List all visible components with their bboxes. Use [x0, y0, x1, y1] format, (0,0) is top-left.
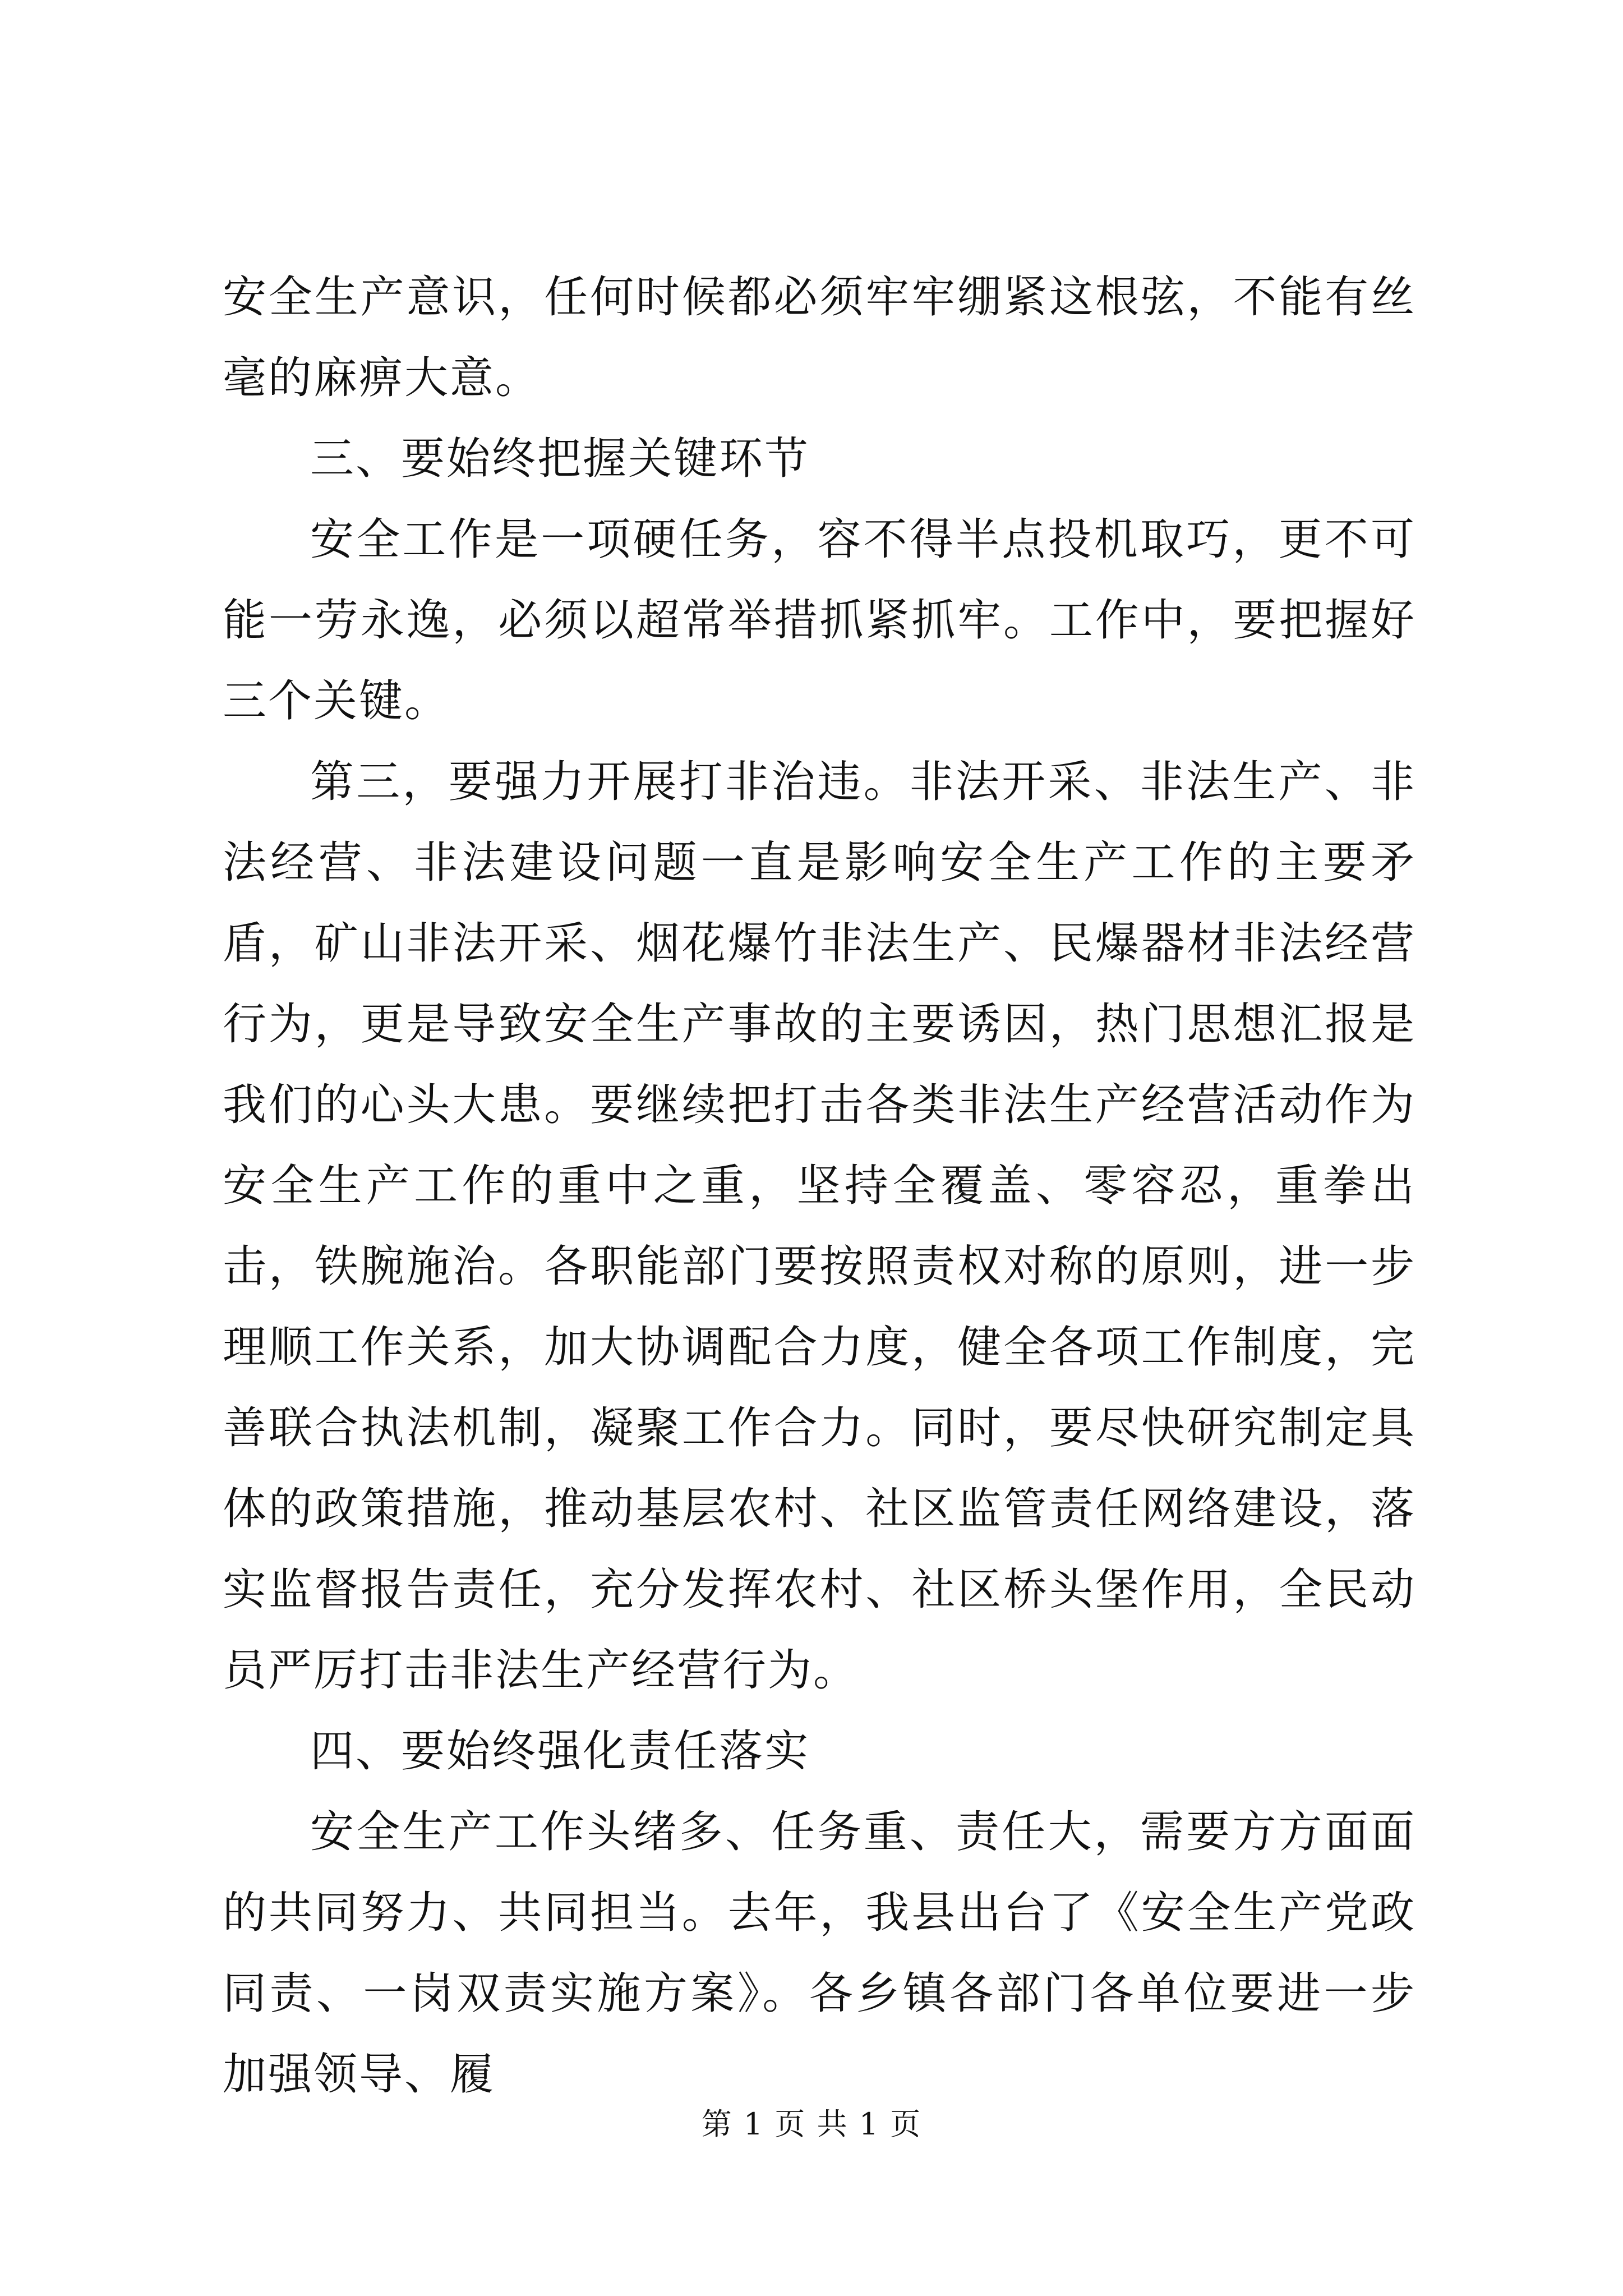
document-body [223, 257, 1416, 2115]
page-footer: 第 1 页 共 1 页 [701, 2106, 922, 2142]
paragraph-4: 安全生产工作头绪多、任务重、责任大，需要方方面面的共同努力、共同担当。去年，我县出台了《安全生产党政同责、一岗双责实施方案》。各乡镇各部门各单位要进一步加强领导、履 [223, 1807, 1416, 2100]
paragraph-2: 安全工作是一项硬任务，容不得半点投机取巧，更不可能一劳永逸，必须以超常举措抓紧抓牢。工作中，要把握好三个关键。 [223, 514, 1416, 726]
paragraph-3: 第三，要强力开展打非治违。非法开采、非法生产、非法经营、非法建设问题一直是影响安全生产工作的主要矛盾，矿山非法开采、烟花爆竹非法生产、民爆器材非法经营行为，更是导致安全生产事故的主要诱因，热门思想汇报是我们的心头大患。要继续把打击各类非法生产经营活动作为安全生产工作的重中之重，坚持全覆盖、零容忍，重拳出击，铁腕施治。各职能部门要按照责权对称的原则，进一步理顺工作关系，加大协调配合力度，健全各项工作制度，完善联合执法机制，凝聚工作合力。同时，要尽快研究制定具体的政策措施，推动基层农村、社区监管责任网络建设，落实监督报告责任，充分发挥农村、社区桥头堡作用，全民动员严厉打击非法生产经营行为。 [223, 757, 1416, 1696]
section-heading-4: 四、要始终强化责任落实 [310, 1726, 810, 1777]
paragraph-1: 安全生产意识，任何时候都必须牢牢绷紧这根弦，不能有丝毫的麻痹大意。 [223, 272, 1416, 403]
section-heading-3: 三、要始终把握关键环节 [310, 434, 810, 484]
